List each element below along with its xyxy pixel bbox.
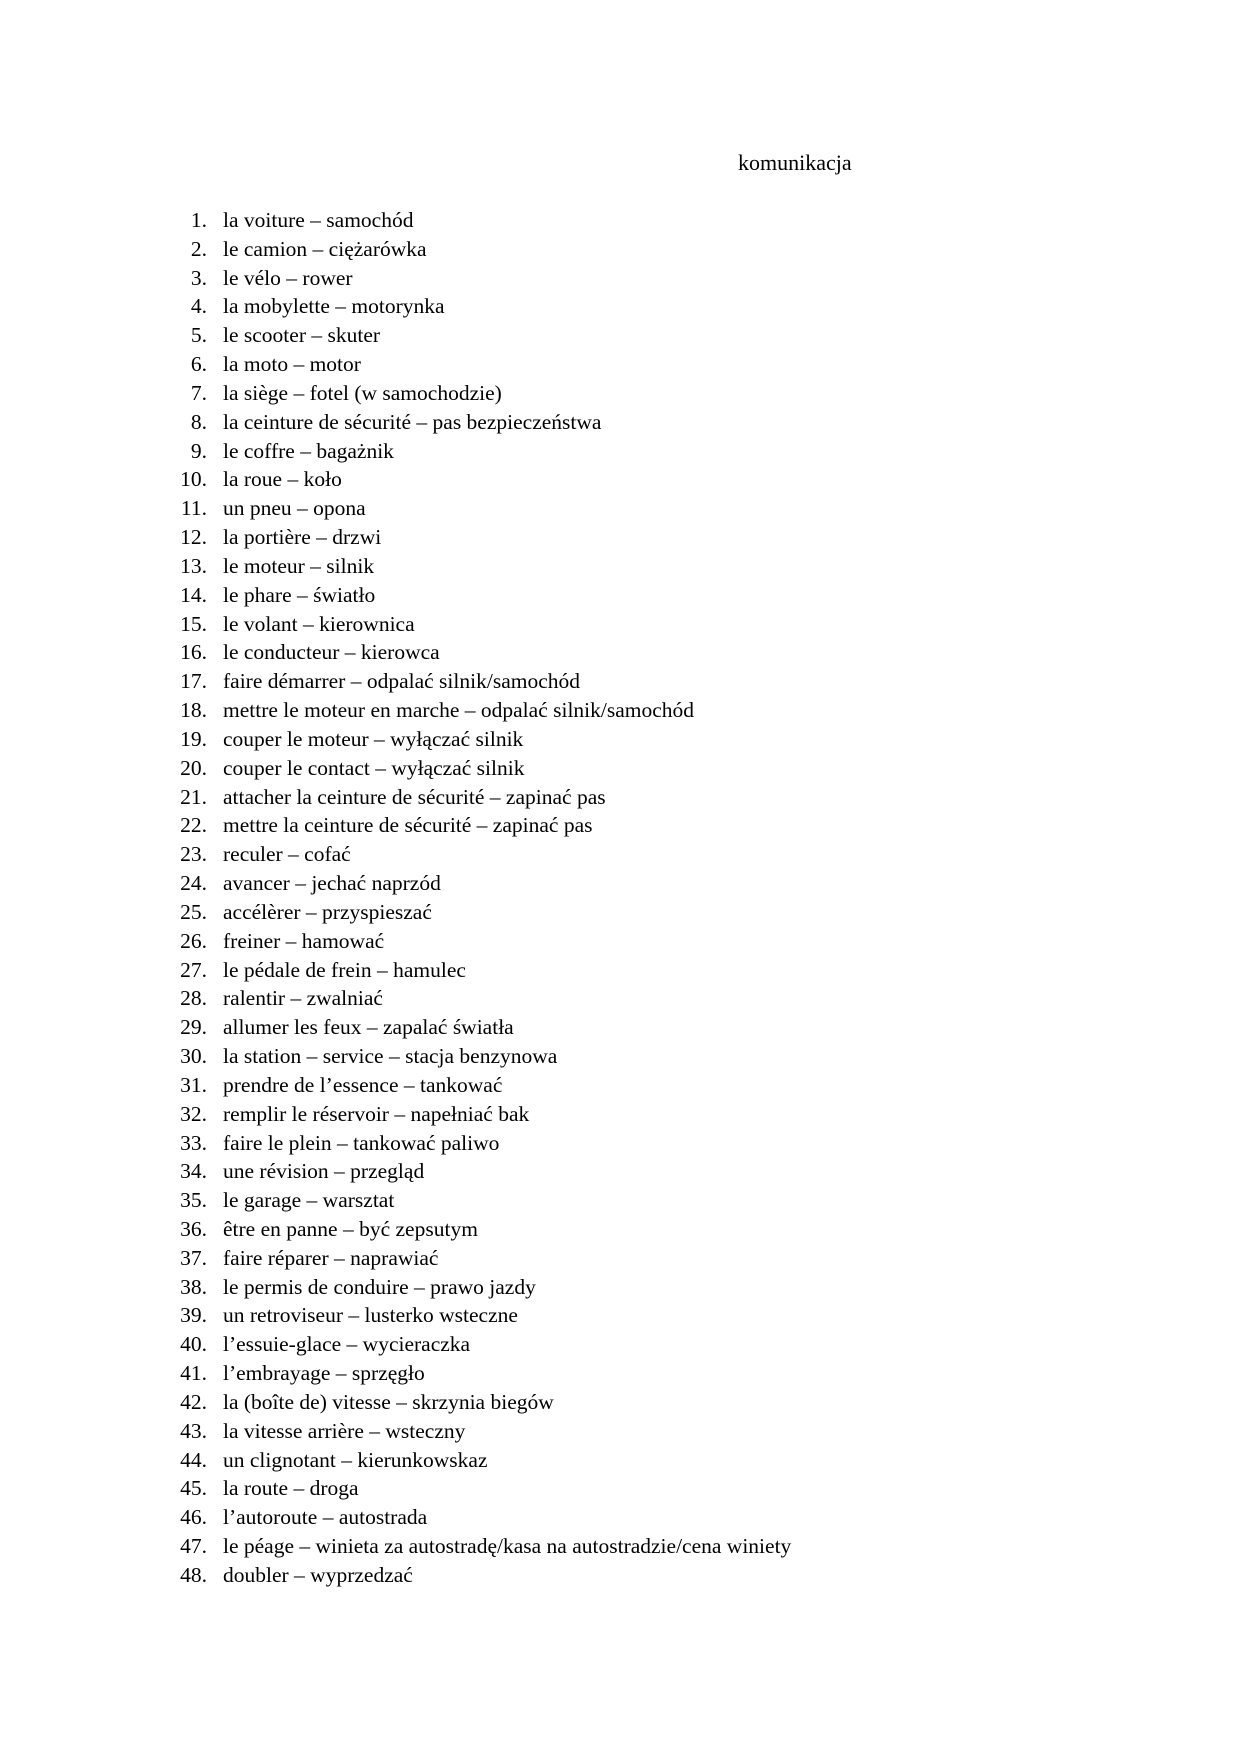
list-item-text: la mobylette – motorynka: [223, 294, 445, 319]
list-item-number: 28.: [180, 986, 207, 1011]
list-item-number: 39.: [180, 1303, 207, 1328]
list-item-text: le phare – światło: [223, 582, 376, 607]
list-item-text: accélèrer – przyspieszać: [223, 899, 432, 924]
list-item-text: l’autoroute – autostrada: [223, 1505, 428, 1530]
list-item-number: 22.: [180, 813, 207, 838]
list-item-text: faire réparer – naprawiać: [223, 1245, 439, 1270]
list-item-text: le péage – winieta za autostradę/kasa na autostradzie/cena winiety: [223, 1534, 792, 1559]
list-item-number: 15.: [180, 611, 207, 636]
list-item-number: 33.: [180, 1130, 207, 1155]
list-item-number: 43.: [180, 1418, 207, 1443]
list-item-number: 18.: [180, 698, 207, 723]
list-item-text: le permis de conduire – prawo jazdy: [223, 1274, 536, 1299]
list-item-number: 23.: [180, 842, 207, 867]
list-item-number: 2.: [190, 236, 207, 261]
list-item-text: allumer les feux – zapalać światła: [223, 1015, 514, 1040]
list-item-text: un clignotant – kierunkowskaz: [223, 1447, 488, 1472]
list-item-number: 40.: [180, 1332, 207, 1357]
list-item-number: 27.: [180, 957, 207, 982]
list-item-text: mettre la ceinture de sécurité – zapinać pas: [223, 813, 593, 838]
list-item-text: prendre de l’essence – tankować: [223, 1072, 503, 1097]
list-item-number: 29.: [180, 1015, 207, 1040]
list-item-number: 9.: [190, 438, 207, 463]
list-item-text: avancer – jechać naprzód: [223, 871, 441, 896]
list-item-number: 34.: [180, 1159, 207, 1184]
list-item-text: la vitesse arrière – wsteczny: [223, 1418, 466, 1443]
list-item-text: l’essuie-glace – wycieraczka: [223, 1332, 471, 1357]
list-item-number: 8.: [190, 409, 207, 434]
list-item-text: le garage – warsztat: [223, 1188, 395, 1213]
list-item-text: attacher la ceinture de sécurité – zapinać pas: [223, 784, 606, 809]
list-item-number: 48.: [180, 1562, 207, 1587]
list-item-text: le moteur – silnik: [223, 553, 375, 578]
list-item-number: 41.: [180, 1361, 207, 1386]
list-item-text: couper le contact – wyłączać silnik: [223, 755, 525, 780]
list-item-text: le coffre – bagażnik: [223, 438, 394, 463]
list-item-number: 35.: [180, 1188, 207, 1213]
list-item-text: un pneu – opona: [223, 496, 366, 521]
list-item-number: 45.: [180, 1476, 207, 1501]
list-item-number: 20.: [180, 755, 207, 780]
list-item-number: 3.: [190, 265, 207, 290]
list-item-number: 16.: [180, 640, 207, 665]
list-item-text: le conducteur – kierowca: [223, 640, 440, 665]
list-item-text: reculer – cofać: [223, 842, 351, 867]
list-item-number: 38.: [180, 1274, 207, 1299]
list-item-text: une révision – przegląd: [223, 1159, 425, 1184]
list-item-text: un retroviseur – lusterko wsteczne: [223, 1303, 518, 1328]
list-item-text: la roue – koło: [223, 467, 342, 492]
list-item-text: faire le plein – tankować paliwo: [223, 1130, 500, 1155]
list-item-number: 44.: [180, 1447, 207, 1472]
list-item-number: 10.: [180, 467, 207, 492]
list-item-number: 30.: [180, 1044, 207, 1069]
list-item-text: le scooter – skuter: [223, 323, 381, 348]
list-item-number: 13.: [180, 553, 207, 578]
list-item-number: 1.: [190, 208, 207, 232]
list-item-text: le vélo – rower: [223, 265, 353, 290]
list-item-number: 11.: [180, 496, 207, 521]
list-item-text: ralentir – zwalniać: [223, 986, 383, 1011]
list-item-text: freiner – hamować: [223, 928, 385, 953]
list-item-number: 7.: [190, 380, 207, 405]
list-item-text: couper le moteur – wyłączać silnik: [223, 726, 524, 751]
document-title: komunikacja: [738, 150, 852, 175]
list-item-text: faire démarrer – odpalać silnik/samochód: [223, 669, 580, 694]
list-item-number: 17.: [180, 669, 207, 694]
list-item-number: 36.: [180, 1216, 207, 1241]
list-item-number: 47.: [180, 1534, 207, 1559]
list-item-number: 24.: [180, 871, 207, 896]
list-item-text: la route – droga: [223, 1476, 359, 1501]
list-item-text: être en panne – być zepsutym: [223, 1216, 478, 1241]
list-item-text: le volant – kierownica: [223, 611, 415, 636]
list-item-number: 37.: [180, 1245, 207, 1270]
list-item-number: 42.: [180, 1389, 207, 1414]
list-item-number: 21.: [180, 784, 207, 809]
list-item-number: 14.: [180, 582, 207, 607]
list-item-number: 6.: [190, 352, 207, 377]
list-item-number: 26.: [180, 928, 207, 953]
list-item-number: 12.: [180, 525, 207, 550]
list-item-text: la moto – motor: [223, 352, 361, 377]
list-item-text: la ceinture de sécurité – pas bezpieczeństwa: [223, 409, 602, 434]
list-item-text: la (boîte de) vitesse – skrzynia biegów: [223, 1389, 554, 1414]
list-item-text: la station – service – stacja benzynowa: [223, 1044, 558, 1069]
list-item-text: l’embrayage – sprzęgło: [223, 1361, 425, 1386]
list-item-text: doubler – wyprzedzać: [223, 1562, 413, 1587]
list-item-number: 32.: [180, 1101, 207, 1126]
list-item-number: 5.: [190, 323, 207, 348]
list-item-text: mettre le moteur en marche – odpalać silnik/samochód: [223, 698, 695, 723]
list-item-number: 46.: [180, 1505, 207, 1530]
list-item-text: le camion – ciężarówka: [223, 236, 427, 261]
list-item-text: la siège – fotel (w samochodzie): [223, 380, 502, 405]
list-item-number: 4.: [190, 294, 207, 319]
list-item-text: le pédale de frein – hamulec: [223, 957, 466, 982]
list-item-number: 25.: [180, 899, 207, 924]
list-item-number: 19.: [180, 726, 207, 751]
list-item-text: la voiture – samochód: [223, 208, 414, 232]
list-item-text: remplir le réservoir – napełniać bak: [223, 1101, 530, 1126]
list-item-text: la portière – drzwi: [223, 525, 382, 550]
list-item-number: 31.: [180, 1072, 207, 1097]
